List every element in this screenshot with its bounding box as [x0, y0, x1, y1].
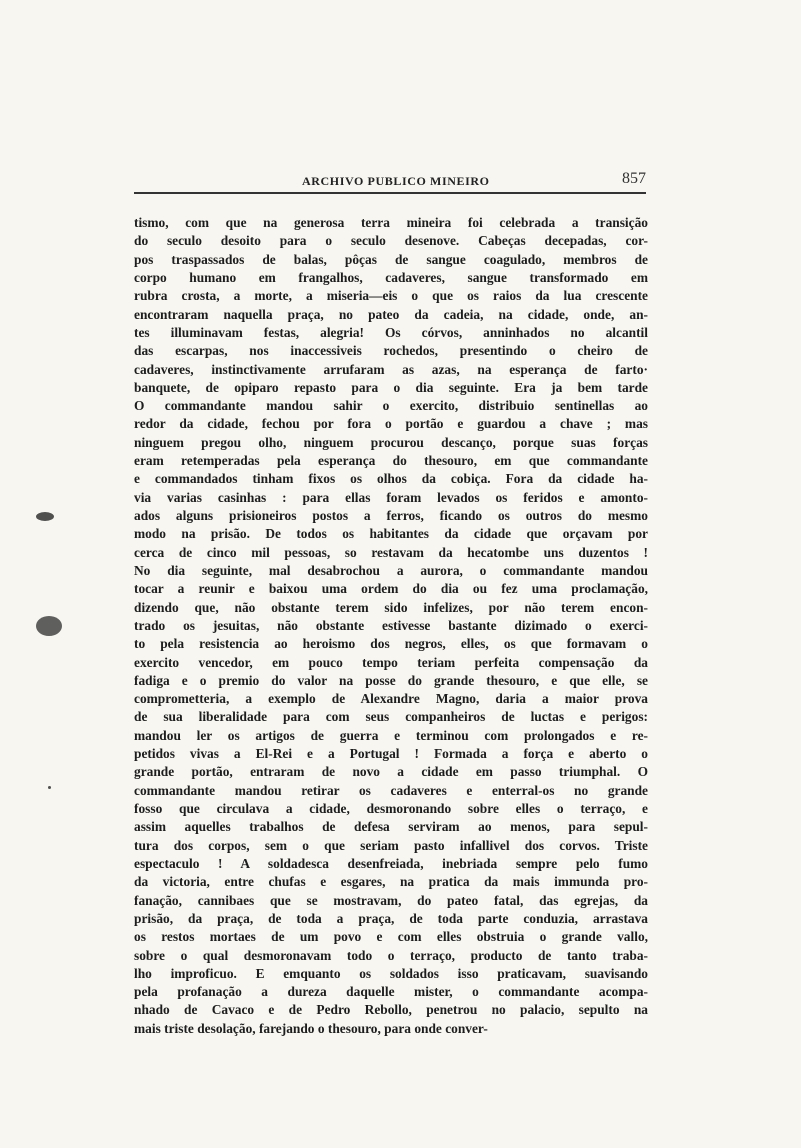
text-line: tura dos corpos, sem o que seriam pasto infallivel dos corvos. Triste	[134, 837, 648, 853]
ink-blot	[36, 616, 62, 636]
text-line: trado os jesuitas, não obstante estivesse bastante dizimado o exerci-	[134, 617, 648, 633]
text-line: tocar a reunir e baixou uma ordem do dia ou fez uma proclamação,	[134, 581, 648, 597]
text-line: prisão, da praça, de toda a praça, de toda parte conduzia, arrastava	[134, 910, 648, 926]
text-line: modo na prisão. De todos os habitantes da cidade que orçavam por	[134, 526, 648, 542]
text-line: exercito vencedor, em pouco tempo teriam perfeita compensação da	[134, 654, 648, 670]
text-line: pela profanação a dureza daquelle mister, o commandante acompa-	[134, 984, 648, 1000]
text-line: eram retemperadas pela esperança do thesouro, em que commandante	[134, 453, 648, 469]
text-line: comprometteria, a exemplo de Alexandre Magno, daria a maior prova	[134, 691, 648, 707]
text-line: do seculo desoito para o seculo desenove. Cabeças decepadas, cor-	[134, 233, 648, 249]
body-text	[134, 214, 648, 1038]
text-line: to pela resistencia ao heroismo dos negros, elles, os que formavam o	[134, 636, 648, 652]
text-line: No dia seguinte, mal desabrochou a aurora, o commandante mandou	[134, 562, 648, 578]
text-line: nhado de Cavaco e de Pedro Rebollo, penetrou no palacio, sepulto na	[134, 1002, 648, 1018]
text-line: os restos mortaes de um povo e com elles obstruia o grande vallo,	[134, 929, 648, 945]
text-line: ados alguns prisioneiros postos a ferros, ficando os outros do mesmo	[134, 508, 648, 523]
text-line: assim aquelles trabalhos de defesa serviram ao menos, para sepul-	[134, 819, 648, 835]
text-line: pos traspassados de balas, pôças de sangue coagulado, membros de	[134, 251, 648, 267]
header-rule	[134, 192, 646, 194]
text-line: tes illuminavam festas, alegria! Os córvos, anninhados no alcantil	[134, 324, 648, 340]
text-line: da victoria, entre chufas e esgares, na pratica da mais immunda pro-	[134, 874, 648, 890]
text-line: sobre o qual desmoronavam todo o terraço, producto de tanto traba-	[134, 947, 648, 963]
text-line: das escarpas, nos inaccessiveis rochedos, presentindo o cheiro de	[134, 343, 648, 359]
ink-blot	[36, 512, 54, 521]
running-title: ARCHIVO PUBLICO MINEIRO	[302, 174, 490, 188]
text-line: commandante mandou retirar os cadaveres e enterral-os no grande	[134, 782, 648, 798]
text-line: cerca de cinco mil pessoas, so restavam da hecatombe uns duzentos !	[134, 544, 648, 560]
text-line: espectaculo ! A soldadesca desenfreiada, inebriada sempre pelo fumo	[134, 855, 648, 871]
text-line: O commandante mandou sahir o exercito, distribuio sentinellas ao	[134, 398, 648, 414]
text-line: petidos vivas a El-Rei e a Portugal ! Formada a força e aberto o	[134, 746, 648, 762]
text-line: fosso que circulava a cidade, desmoronando sobre elles o terraço, e	[134, 801, 648, 816]
text-line: via varias casinhas : para ellas foram levados os feridos e amonto-	[134, 489, 648, 505]
text-line: de sua liberalidade para com seus companheiros de luctas e perigos:	[134, 709, 648, 725]
ink-speck	[48, 786, 51, 789]
page-number: 857	[622, 170, 646, 187]
text-line: rubra crosta, a morte, a miseria—eis o que os raios da lua crescente	[134, 288, 648, 304]
text-line: tismo, com que na generosa terra mineira foi celebrada a transição	[134, 215, 648, 230]
text-line: banquete, de opiparo repasto para o dia seguinte. Era ja bem tarde	[134, 379, 648, 395]
text-line: cadaveres, instinctivamente arrufaram as azas, na esperança de farto·	[134, 361, 648, 377]
text-line: corpo humano em frangalhos, cadaveres, sangue transformado em	[134, 269, 648, 285]
text-line: mais triste desolação, farejando o thesouro, para onde conver-	[134, 1020, 488, 1036]
text-line: ninguem pregou olho, ninguem procurou descanço, porque suas forças	[134, 434, 648, 450]
text-line: redor da cidade, fechou por fora o portão e guardou a chave ; mas	[134, 416, 648, 432]
text-line: fanação, cannibaes que se mostravam, do pateo fatal, das egrejas, da	[134, 892, 648, 908]
text-line: dizendo que, não obstante terem sido infelizes, por não terem encon-	[134, 599, 648, 615]
text-line: mandou ler os artigos de guerra e terminou com prolongados e re-	[134, 727, 648, 743]
text-line: encontraram naquella praça, no pateo da cadeia, na cidade, onde, an-	[134, 306, 648, 322]
page-header	[134, 168, 646, 194]
text-line: lho improficuo. E emquanto os soldados isso praticavam, suavisando	[134, 965, 648, 981]
text-line: fadiga e o premio do valor na posse do grande thesouro, e que elle, se	[134, 672, 648, 688]
text-line: e commandados tinham fixos os olhos da cobiça. Fora da cidade ha-	[134, 471, 648, 487]
text-line: grande portão, entraram de novo a cidade em passo triumphal. O	[134, 764, 648, 780]
